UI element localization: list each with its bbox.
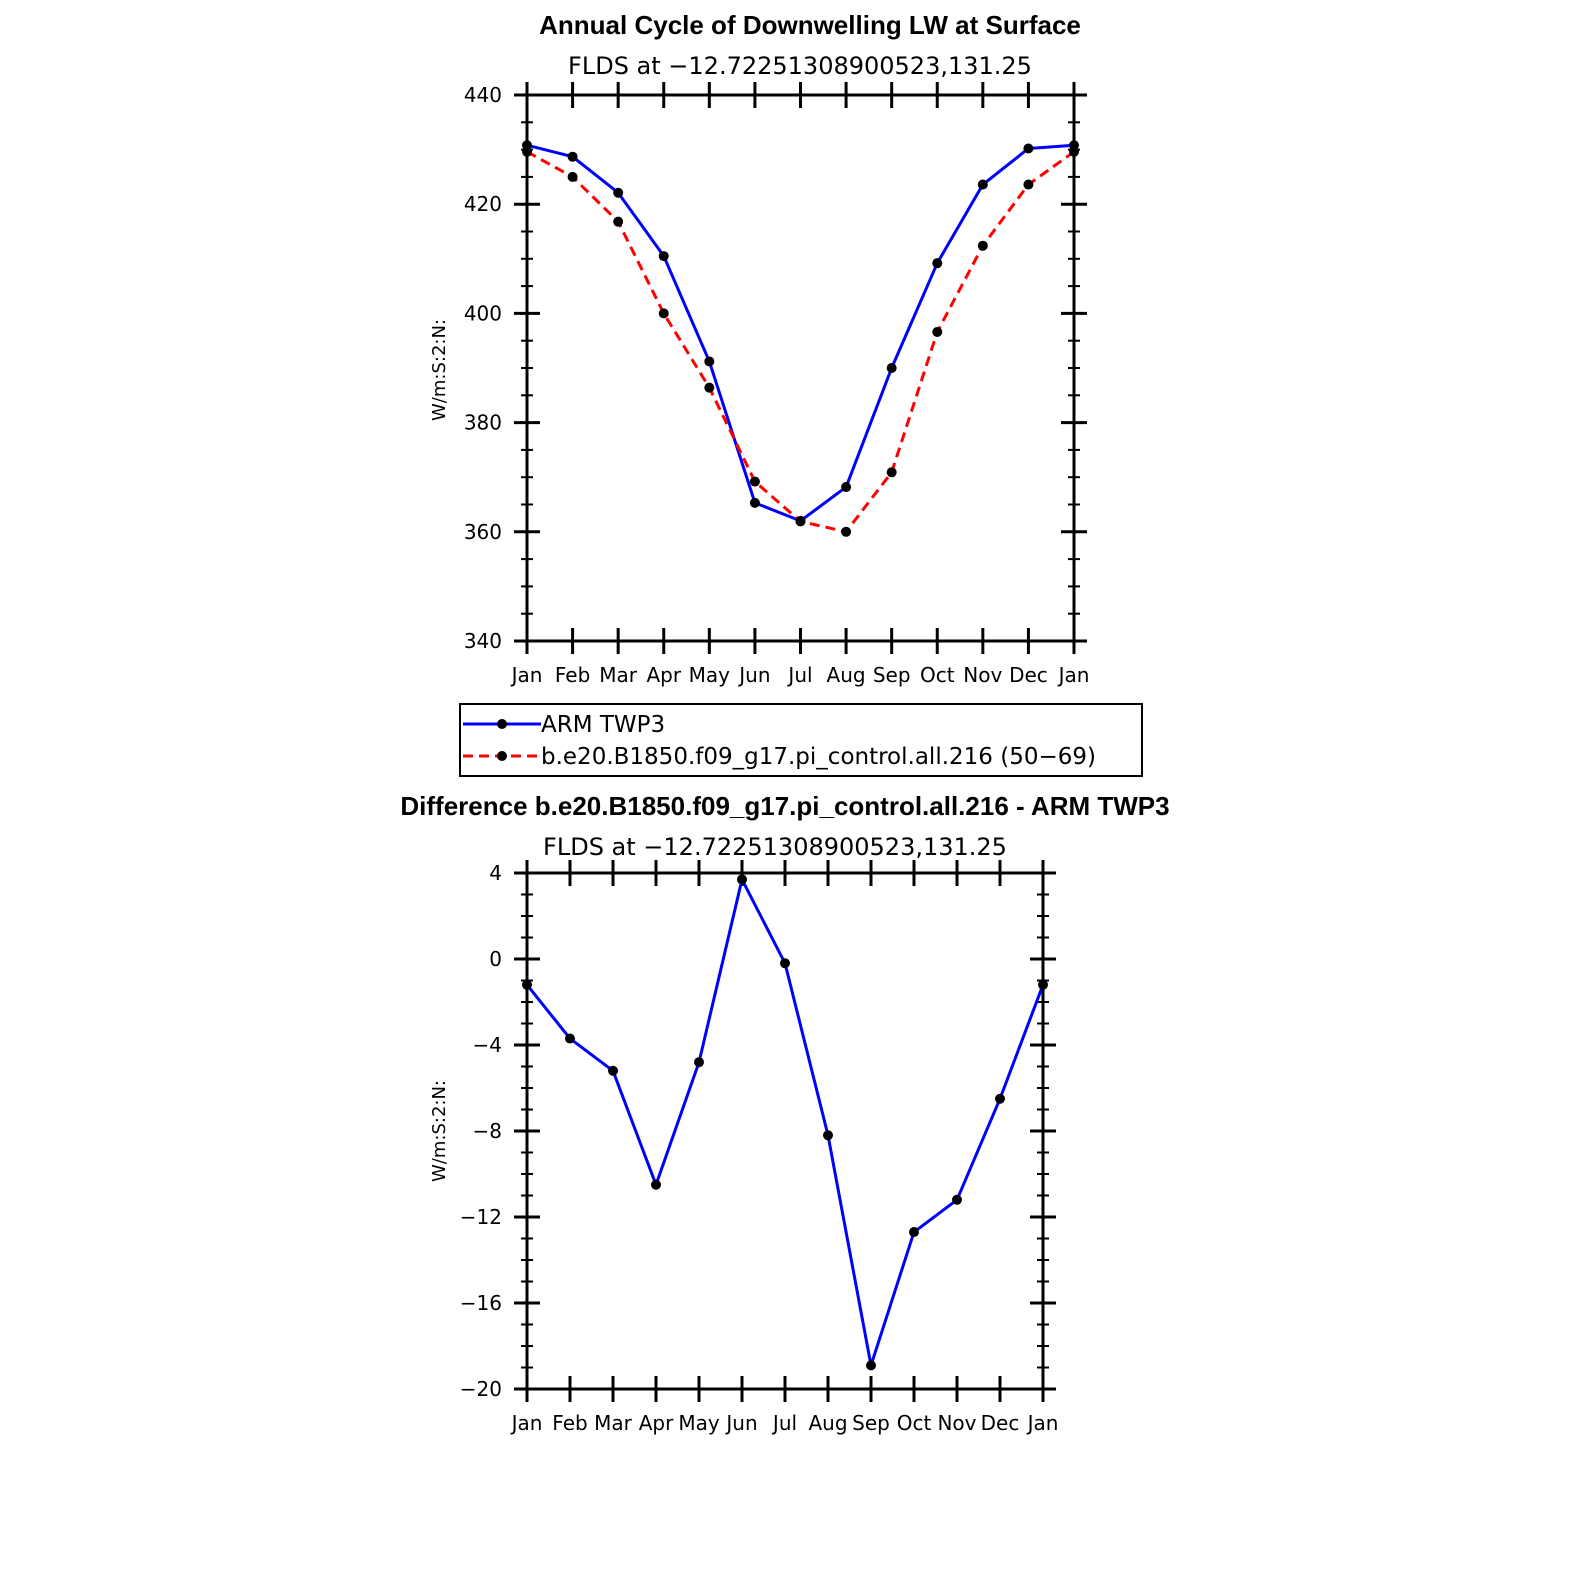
y-tick-label: 400 bbox=[463, 301, 502, 326]
x-tick-label: Jul bbox=[772, 1411, 798, 1435]
data-point bbox=[568, 152, 578, 162]
x-tick-label: May bbox=[678, 1411, 720, 1435]
series-points bbox=[522, 874, 1048, 1370]
data-point bbox=[978, 241, 988, 251]
series-line-1 bbox=[527, 152, 1074, 532]
x-tick-label: Jun bbox=[726, 1411, 758, 1435]
x-tick-label: Mar bbox=[599, 663, 638, 687]
chart-title: Annual Cycle of Downwelling LW at Surface bbox=[539, 10, 1081, 40]
data-point bbox=[750, 498, 760, 508]
chart-subtitle: FLDS at −12.72251308900523,131.25 bbox=[543, 833, 1007, 861]
data-point bbox=[659, 308, 669, 318]
x-tick-label: Oct bbox=[919, 663, 955, 687]
y-tick-label: 420 bbox=[463, 192, 502, 217]
y-tick-label: −16 bbox=[459, 1291, 502, 1315]
series-line-0 bbox=[527, 879, 1043, 1365]
data-point bbox=[704, 356, 714, 366]
y-tick-label: 440 bbox=[463, 83, 502, 107]
y-tick-label: 380 bbox=[463, 410, 502, 435]
x-tick-label: Sep bbox=[852, 1411, 890, 1435]
tick-labels bbox=[460, 861, 1059, 1435]
y-tick-label: 360 bbox=[463, 519, 502, 544]
x-tick-label: Nov bbox=[937, 1411, 977, 1435]
x-tick-label: Jan bbox=[511, 1411, 543, 1435]
series-lines bbox=[527, 879, 1043, 1365]
x-tick-label: Apr bbox=[646, 663, 682, 687]
x-tick-label: May bbox=[688, 663, 731, 687]
data-point bbox=[613, 188, 623, 198]
x-tick-label: Nov bbox=[963, 663, 1003, 687]
x-tick-label: Sep bbox=[872, 663, 911, 687]
chart-annual-cycle bbox=[429, 10, 1089, 687]
axis-ticks bbox=[514, 860, 1056, 1402]
data-point bbox=[1023, 180, 1033, 190]
data-point bbox=[651, 1180, 661, 1190]
data-point bbox=[780, 958, 790, 968]
legend-marker-model bbox=[497, 751, 507, 761]
data-point bbox=[887, 363, 897, 373]
legend-marker-arm bbox=[497, 719, 507, 729]
x-tick-label: Mar bbox=[594, 1411, 632, 1435]
data-point bbox=[1023, 144, 1033, 154]
x-tick-label: Jan bbox=[1058, 663, 1090, 687]
y-tick-label: 340 bbox=[463, 629, 502, 653]
x-tick-label: Feb bbox=[552, 1411, 588, 1435]
data-point bbox=[750, 477, 760, 487]
y-axis-label: W/m:S:2:N: bbox=[429, 1080, 450, 1182]
plot-frame bbox=[527, 873, 1043, 1389]
data-point bbox=[995, 1094, 1005, 1104]
data-point bbox=[909, 1227, 919, 1237]
chart-subtitle: FLDS at −12.72251308900523,131.25 bbox=[568, 52, 1032, 80]
data-point bbox=[841, 482, 851, 492]
data-point bbox=[613, 217, 623, 227]
chart-difference bbox=[400, 791, 1169, 1435]
data-point bbox=[952, 1195, 962, 1205]
data-point bbox=[659, 251, 669, 261]
data-point bbox=[737, 874, 747, 884]
y-tick-label: 4 bbox=[489, 861, 502, 885]
chart-title: Difference b.e20.B1850.f09_g17.pi_control.all.216 - ARM TWP3 bbox=[400, 791, 1170, 821]
y-tick-label: −20 bbox=[459, 1377, 502, 1401]
legend-label-arm: ARM TWP3 bbox=[541, 712, 666, 738]
x-tick-label: Aug bbox=[826, 663, 866, 687]
data-point bbox=[978, 180, 988, 190]
y-axis-label: W/m:S:2:N: bbox=[429, 319, 450, 421]
axis-ticks bbox=[514, 82, 1087, 654]
data-point bbox=[568, 172, 578, 182]
x-tick-label: Dec bbox=[1009, 663, 1048, 687]
y-tick-label: −12 bbox=[459, 1205, 502, 1229]
x-tick-label: Jun bbox=[739, 663, 771, 687]
data-point bbox=[796, 516, 806, 526]
x-tick-label: Jan bbox=[1027, 1411, 1059, 1435]
data-point bbox=[694, 1057, 704, 1067]
x-tick-label: Jan bbox=[511, 663, 543, 687]
data-point bbox=[841, 527, 851, 537]
legend-label-model: b.e20.B1850.f09_g17.pi_control.all.216 (50−69) bbox=[541, 744, 1096, 770]
y-tick-label: 0 bbox=[489, 947, 502, 971]
x-tick-label: Dec bbox=[980, 1411, 1020, 1435]
series-lines bbox=[527, 145, 1074, 532]
data-point bbox=[887, 467, 897, 477]
legend bbox=[460, 704, 1142, 776]
y-tick-label: −4 bbox=[472, 1033, 502, 1057]
data-point bbox=[932, 327, 942, 337]
data-point bbox=[608, 1066, 618, 1076]
data-point bbox=[565, 1034, 575, 1044]
series-points bbox=[522, 140, 1079, 537]
x-tick-label: Oct bbox=[896, 1411, 932, 1435]
x-tick-label: Aug bbox=[808, 1411, 848, 1435]
data-point bbox=[932, 258, 942, 268]
series-line-0 bbox=[527, 145, 1074, 521]
data-point bbox=[866, 1360, 876, 1370]
x-tick-label: Apr bbox=[638, 1411, 674, 1435]
data-point bbox=[823, 1130, 833, 1140]
data-point bbox=[704, 383, 714, 393]
x-tick-label: Feb bbox=[554, 663, 591, 687]
y-tick-label: −8 bbox=[472, 1119, 502, 1143]
x-tick-label: Jul bbox=[788, 663, 813, 687]
